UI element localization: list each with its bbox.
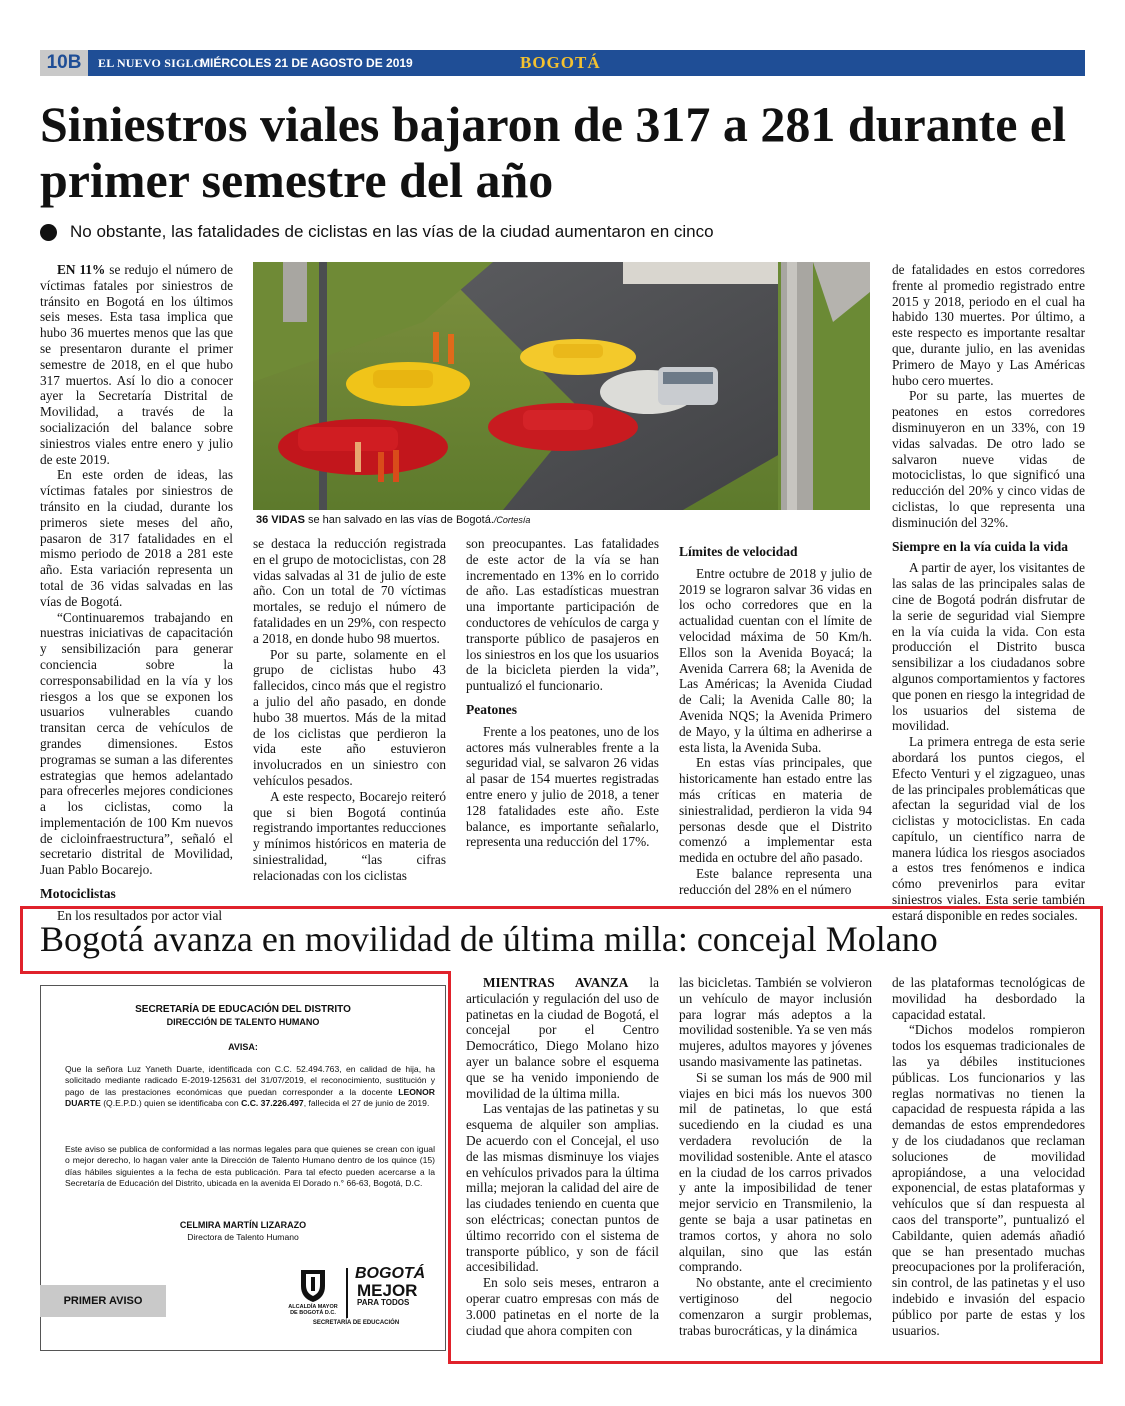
paragraph-text: En solo seis meses, entraron a operar cuatro empresas con más de 3.000 patinetas en el norte de la ciudad que ahora compiten con bbox=[466, 1275, 659, 1338]
article-paragraph bbox=[679, 755, 872, 866]
paragraph-text: No obstante, ante el crecimiento vertiginoso del negocio comenzaron a surgir problemas, trabas burocráticas, y la dinámica bbox=[679, 1275, 872, 1338]
article-paragraph bbox=[253, 536, 446, 647]
story1-column-5 bbox=[892, 262, 1085, 924]
article-paragraph bbox=[466, 1101, 659, 1275]
article-paragraph bbox=[253, 789, 446, 884]
accident-photo bbox=[253, 262, 870, 510]
article-paragraph bbox=[892, 262, 1085, 388]
caption-lead: 36 VIDAS bbox=[256, 514, 305, 526]
subheading: Peatones bbox=[466, 701, 517, 717]
notice-paragraph-1 bbox=[65, 1064, 435, 1110]
logo-alcaldia-line1: ALCALDÍA MAYOR bbox=[288, 1304, 338, 1310]
article-paragraph bbox=[679, 566, 872, 756]
paragraph-text: se destaca la reducción registrada en el grupo de motociclistas, con 28 vidas salvadas al 31 de julio de este año. Con un total de 70 víctimas mortales, se redujo el número de fatalidades en un 29%, con respecto a 2018, en donde hubo 98 muertos. bbox=[253, 536, 446, 646]
paragraph-text: de las plataformas tecnológicas de movilidad ha desbordado la capacidad estatal. bbox=[892, 975, 1085, 1022]
kicker: No obstante, las fatalidades de ciclistas en las vías de la ciudad aumentaron en cinco bbox=[70, 222, 714, 241]
paragraph-text: se redujo el número de víctimas fatales por siniestros de tránsito en Bogotá en los últimos seis meses. Esta tasa implica que hubo 36 muertes menos que las que se presentaron durante el primer semestre de 2018, en el que hubo 317 muertos. Así lo dio a conocer ayer la Secretaría Distrital de Movilidad, a través de la socialización del balance sobre siniestros viales entre enero y julio de este 2019. bbox=[40, 262, 233, 467]
notice-paragraph-2: Este aviso se publica de conformidad a las normas legales para que quienes se crean con igual o mejor derecho, lo hagan valer ante la Dirección de Talento Humano dentro de los quince (15) días hábiles siguientes a la fecha de esta publicación. Para tal efecto pueden acercarse a la Secretaría de Educación del Distrito, ubicada en la avenida El Dorado n.° 66-63, Bogotá, D.C. bbox=[65, 1144, 435, 1189]
paragraph-text: En estas vías principales, que historicamente han estado entre las más críticas en materia de siniestralidad, perdieron la vida 94 personas desde que el Distrito comenzó a implementar esta medida en octubre del año pasado. bbox=[679, 755, 872, 866]
caption-text: se han salvado en las vías de Bogotá. bbox=[304, 514, 494, 526]
publication-name: EL NUEVO SIGLO bbox=[98, 56, 204, 70]
page-number: 10B bbox=[40, 50, 88, 76]
article-paragraph bbox=[679, 975, 872, 1070]
paragraph-text: En este orden de ideas, las víctimas fatales por siniestros de tránsito en la ciudad, durante los primeros siete meses del año, pasaron de 317 fatalidades en el mismo periodo de 2018 a 281 este año. Esta variación representa un total de 36 vidas salvadas en las vías de Bogotá. bbox=[40, 467, 233, 609]
subheading: Siempre en la vía cuida la vida bbox=[892, 538, 1069, 554]
notice-p1-e: , fallecida el 27 de junio de 2019. bbox=[303, 1098, 430, 1109]
paragraph-text: Si se suman los más de 900 mil viajes en bici más los nuevos 300 mil de patinetas, lo que está sucediendo en la ciudad es una verdadera revolución de la movilidad sostenible. Ante el atasco en la ciudad de los carros privados y ante la imposibilidad de tener mejor servicio en Transmilenio, la gente se baja a usar patinetas en tramos cortos, y ahora no solo alquilan, sino que las están comprando. bbox=[679, 1069, 872, 1275]
logo-bogota-line1: BOGOTÁ bbox=[355, 1265, 426, 1282]
article-paragraph bbox=[679, 866, 872, 898]
article-paragraph bbox=[892, 1022, 1085, 1338]
article-paragraph bbox=[892, 388, 1085, 530]
first-notice-badge: PRIMER AVISO bbox=[40, 1285, 166, 1317]
logo-divider bbox=[346, 1268, 348, 1318]
notice-signer: CELMIRA MARTÍN LIZARAZO bbox=[179, 1220, 307, 1230]
paragraph-text: de fatalidades en estos corredores frente al promedio registrado entre 2015 y 2018, periodo en el cual ha habido 130 muertes. Por último, a este respecto es importante resaltar que, durante julio, en las avenidas Primero de Mayo y Las Américas hubo cero muertes. bbox=[892, 262, 1085, 388]
paragraph-text: La primera entrega de esta serie abordará los puntos ciegos, el Efecto Venturi y el zigzagueo, unas de las principales problemáticas que afectan la seguridad vial de los ciclistas y motociclistas. En cada capítulo, un científico narra de manera lúdica los riesgos asociados a estos tres fenómenos e indica cómo prevenirlos para evitar siniestros viales. Esta serie también estará disponible en redes sociales. bbox=[892, 734, 1085, 923]
story1-column-4 bbox=[679, 536, 872, 898]
notice-org: SECRETARÍA DE EDUCACIÓN DEL DISTRITO bbox=[135, 1004, 351, 1015]
article-paragraph bbox=[466, 1275, 659, 1338]
story1-column-3 bbox=[466, 536, 659, 850]
story2-column-2 bbox=[679, 975, 872, 1338]
paragraph-text: Entre octubre de 2018 y julio de 2019 se lograron salvar 36 vidas en los ocho corredores que en la actualidad cuentan con el límite de velocidad máxima de 50 Km/h. Ellos son la Avenida Boyacá; la Avenida Carrera 68; la Avenida de Las Américas; la Avenida Ciudad de Cali; la Avenida Calle 80; la Avenida NQS; la Avenida Primero de Mayo, y la última en adherirse a esta lista, la Avenida Suba. bbox=[679, 565, 872, 755]
logo-bogota-line3: PARA TODOS bbox=[357, 1298, 410, 1307]
paragraph-text: “Dichos modelos rompieron todos los esquemas tradicionales de las ya débiles instituciones públicas. Los funcionarios y las reglas normativas no tienen la capacidad de respuesta rápida a las demandas de estos emprendedores y de los ciudadanos que reclaman soluciones de movilidad apropiándose, a una velocidad exponencial, de estas plataformas y vehículos que sí dan respuesta al caos del transporte”, puntualizó el Cabildante, quien además añadió que se han presentado muchas preocupaciones por la proliferación, sin control, de las patinetas y el uso indebido e invasión del espacio público por parte de estas y los usuarios. bbox=[892, 1022, 1085, 1338]
article-paragraph bbox=[40, 467, 233, 609]
article-paragraph bbox=[679, 1070, 872, 1275]
article-paragraph bbox=[892, 975, 1085, 1022]
notice-p1-a: Que la señora Luz Yaneth Duarte, identificada con C.C. 52.494.763, en calidad de hija, ha solicitado mediante radicado E-2019-125631 del 31/07/2019, el reconocimiento, sustitución y pago de las prestaciones económicas que puedan corresponder a la docente bbox=[65, 1064, 435, 1097]
logo-alcaldia-line2: DE BOGOTÁ D.C. bbox=[290, 1310, 336, 1316]
notice-title: AVISA: bbox=[228, 1042, 258, 1052]
subheading: Límites de velocidad bbox=[679, 544, 798, 559]
article-paragraph bbox=[253, 647, 446, 789]
main-headline: Siniestros viales bajaron de 317 a 281 durante el primer semestre del año bbox=[40, 96, 1066, 208]
lead-in: MIENTRAS AVANZA bbox=[483, 975, 629, 990]
story2-column-1 bbox=[466, 975, 659, 1338]
bullet-icon bbox=[40, 224, 57, 241]
story1-column-2 bbox=[253, 536, 446, 884]
paragraph-text: Frente a los peatones, uno de los actores más vulnerables frente a la seguridad vial, se salvaron 26 vidas al pasar de 154 muertes registradas entre enero y julio de 2018, a tener 128 fatalidades este año. Este balance, es importante señalarlo, representa una reducción del 17%. bbox=[466, 723, 659, 850]
story1-column-1 bbox=[40, 262, 233, 924]
paragraph-text: A partir de ayer, los visitantes de las salas de las principales salas de cine de Bogotá podrán disfrutar de la serie de seguridad vial Siempre en la vía cuida la vida. Con esta producción el Distrito busca sensibilizar a los ciudadanos sobre algunos comportamientos y factores que ponen en riesgo la integridad de los usuarios del sistema de movilidad. bbox=[892, 560, 1085, 734]
article-paragraph bbox=[466, 724, 659, 850]
paragraph-text: la articulación y regulación del uso de patinetas en la ciudad de Bogotá, el concejal por el Centro Democrático, Diego Molano hizo ayer un balance sobre el esquema que se ha venido imponiendo de movilidad de la última milla. bbox=[466, 975, 659, 1101]
article-paragraph bbox=[679, 1275, 872, 1338]
paragraph-text: son preocupantes. Las fatalidades de este actor de la vía se han incrementado en 13% en lo corrido de año. Las estadísticas muestran una importante participación de conductores de vehículos de carga y transporte público de pasajeros en los siniestros en los que los usuarios de la bicicleta pierden la vida”, puntualizó el funcionario. bbox=[466, 536, 659, 694]
notice-signer-role: Directora de Talento Humano bbox=[187, 1232, 299, 1242]
article-paragraph bbox=[466, 975, 659, 1101]
subheading: Motociclistas bbox=[40, 886, 116, 902]
article-paragraph bbox=[40, 610, 233, 879]
notice-p1-name: LEONOR DUARTE bbox=[65, 1086, 435, 1109]
article-paragraph bbox=[40, 262, 233, 467]
logo-secretaria: SECRETARÍA DE EDUCACIÓN bbox=[312, 1320, 400, 1326]
notice-p1-id: C.C. 37.226.497 bbox=[241, 1098, 304, 1109]
paragraph-text: las bicicletas. También se volvieron un vehículo de mayor inclusión para lograr más adeptos a la movilidad sostenible. Ya se ven más mujeres, adultos mayores y jóvenes usando masivamente las patinetas. bbox=[679, 975, 872, 1069]
article-paragraph bbox=[466, 536, 659, 694]
paragraph-text: Este balance representa una reducción del 28% en el número bbox=[679, 865, 872, 897]
story2-headline: Bogotá avanza en movilidad de última milla: concejal Molano bbox=[40, 919, 938, 959]
paragraph-text: Por su parte, las muertes de peatones en estos corredores disminuyeron en un 33%, con 19 vidas salvadas. De otro lado se salvaron nueve vidas de motociclistas, lo que significó una reducción del 20% y cinco vidas de ciclistas, lo que representa una disminución del 32%. bbox=[892, 388, 1085, 530]
section-name: BOGOTÁ bbox=[520, 53, 601, 72]
logo-bogota-line2: MEJOR bbox=[357, 1281, 418, 1300]
paragraph-text: A este respecto, Bocarejo reiteró que si bien Bogotá continúa registrando importantes reducciones y mínimos históricos en materia de siniestralidad, “las cifras relacionadas con los ciclistas bbox=[253, 788, 446, 883]
paragraph-text: Las ventajas de las patinetas y su esquema de alquiler son amplias. De acuerdo con el Concejal, el uso de las mismas disminuye los viajes en vehículos privados para la última milla; mejoran la calidad del aire de las ciudades teniendo en cuenta que son eléctricas; conectan puntos de último recorrido con el sistema de transporte público, y son de fácil accesibilidad. bbox=[466, 1101, 659, 1275]
paragraph-text: “Continuaremos trabajando en nuestras iniciativas de capacitación y sensibilización para generar conciencia sobre la corresponsabilidad en la vía y los riesgos a los que se exponen los usuarios vulnerables cuando transitan cerca de vehículos de grandes dimensiones. Estos programas se suman a las diferentes estrategias que hemos adelantado para ofrecerles mejores condiciones a los ciclistas, como la implementación de 100 Km nuevos de cicloinfraestructura”, señaló el secretario distrital de Movilidad, Juan Pablo Bocarejo. bbox=[40, 609, 233, 878]
photo-illustration bbox=[253, 262, 870, 510]
caption-credit: /Cortesía bbox=[493, 515, 531, 525]
paragraph-text: En los resultados por actor vial bbox=[57, 907, 223, 923]
lead-in: EN 11% bbox=[57, 262, 106, 277]
alcaldia-shield-icon bbox=[293, 1268, 333, 1304]
notice-dept: DIRECCIÓN DE TALENTO HUMANO bbox=[166, 1017, 320, 1027]
story2-column-3 bbox=[892, 975, 1085, 1338]
notice-p1-c: (Q.E.P.D.) quien se identificaba con bbox=[100, 1098, 242, 1109]
paragraph-text: Por su parte, solamente en el grupo de ciclistas hubo 43 fallecidos, cinco más que el registro a julio del año pasado, en donde hubo 38 muertos. Más de la mitad de los ciclistas que perdieron la vida este año estuvieron involucrados en un siniestro con vehículos pesados. bbox=[253, 646, 446, 788]
highlight-frame-divider bbox=[20, 971, 451, 974]
article-paragraph bbox=[892, 560, 1085, 734]
publication-date: MIÉRCOLES 21 DE AGOSTO DE 2019 bbox=[200, 56, 413, 70]
article-paragraph bbox=[892, 734, 1085, 924]
photo-caption bbox=[256, 514, 530, 526]
